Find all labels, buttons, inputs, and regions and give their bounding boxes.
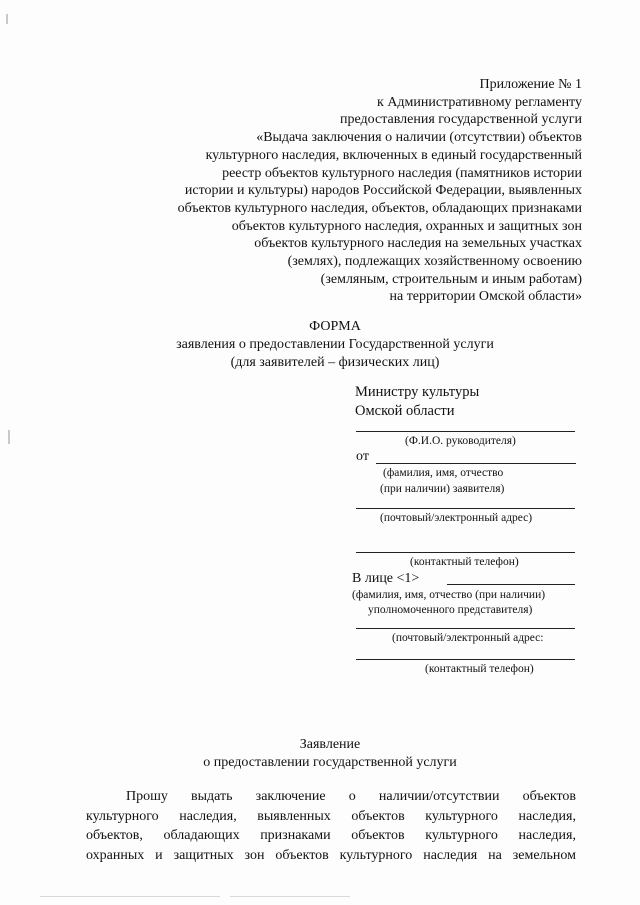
appendix-line: истории и культуры) народов Российской Федерации, выявленных — [184, 183, 582, 199]
scan-artifact — [40, 896, 220, 897]
rep-phone-caption: (контактный телефон) — [425, 663, 534, 675]
body-line: охранных и защитных зон объектов культурного наследия на земельном — [86, 847, 576, 863]
from-label: от — [356, 449, 369, 464]
statement-body — [86, 787, 576, 865]
rep-address-caption: (почтовый/электронный адрес: — [392, 632, 544, 644]
representative-caption: (фамилия, имя, отчество (при наличии) — [352, 589, 546, 601]
statement-title — [150, 736, 510, 772]
recipient-line: Министру культуры — [355, 384, 480, 400]
statement-subtitle: о предоставлении государственной услуги — [203, 755, 457, 770]
representative-caption: уполномоченного представителя) — [368, 604, 533, 616]
phone-caption: (контактный телефон) — [410, 556, 519, 568]
appendix-line: (землях), подлежащих хозяйственному освоению — [287, 254, 582, 270]
head-name-field[interactable] — [356, 431, 575, 432]
address-caption: (почтовый/электронный адрес) — [380, 512, 533, 524]
recipient-line: Омской области — [355, 403, 455, 419]
scan-artifact — [8, 430, 10, 444]
appendix-line: «Выдача заключения о наличии (отсутствии) объектов — [256, 130, 582, 146]
representative-label: В лице <1> — [352, 571, 420, 586]
scan-artifact — [230, 896, 350, 897]
applicant-caption: (фамилия, имя, отчество — [383, 467, 504, 479]
applicant-phone-field[interactable] — [356, 552, 575, 553]
applicant-name-field[interactable] — [376, 463, 576, 464]
body-line: объектов, обладающих признаками объектов культурного наследия, — [86, 828, 576, 843]
appendix-line: к Административному регламенту — [377, 94, 582, 110]
body-line: Прошу выдать заключение о наличии/отсутствии объектов — [126, 789, 576, 804]
appendix-line: объектов культурного наследия на земельных участках — [254, 236, 582, 252]
form-subtitle: (для заявителей – физических лиц) — [230, 355, 440, 370]
appendix-header — [142, 76, 582, 306]
appendix-line: Приложение № 1 — [479, 77, 582, 92]
applicant-address-field[interactable] — [356, 508, 575, 509]
appendix-line: (земляным, строительным и иным работам) — [320, 271, 582, 287]
appendix-line: объектов культурного наследия, охранных и защитных зон — [231, 218, 582, 234]
appendix-line: культурного наследия, включенных в единый государственный — [205, 147, 582, 163]
body-line: культурного наследия, выявленных объектов культурного наследия, — [86, 808, 576, 824]
appendix-line: реестр объектов культурного наследия (памятников истории — [222, 165, 582, 181]
representative-address-field[interactable] — [356, 628, 575, 629]
appendix-line: на территории Омской области» — [389, 289, 582, 305]
applicant-caption: (при наличии) заявителя) — [380, 483, 505, 495]
appendix-line: объектов культурного наследия, объектов, обладающих признаками — [177, 200, 582, 216]
scan-artifact — [6, 14, 8, 24]
recipient-block — [355, 383, 479, 421]
statement-heading: Заявление — [299, 737, 361, 752]
form-subtitle: заявления о предоставлении Государственной услуги — [176, 337, 494, 352]
appendix-line: предоставления государственной услуги — [340, 112, 582, 128]
representative-name-field[interactable] — [447, 584, 575, 585]
representative-phone-field[interactable] — [356, 659, 575, 660]
form-title — [100, 318, 570, 372]
form-heading: ФОРМА — [309, 319, 361, 334]
head-name-caption: (Ф.И.О. руководителя) — [405, 435, 516, 447]
